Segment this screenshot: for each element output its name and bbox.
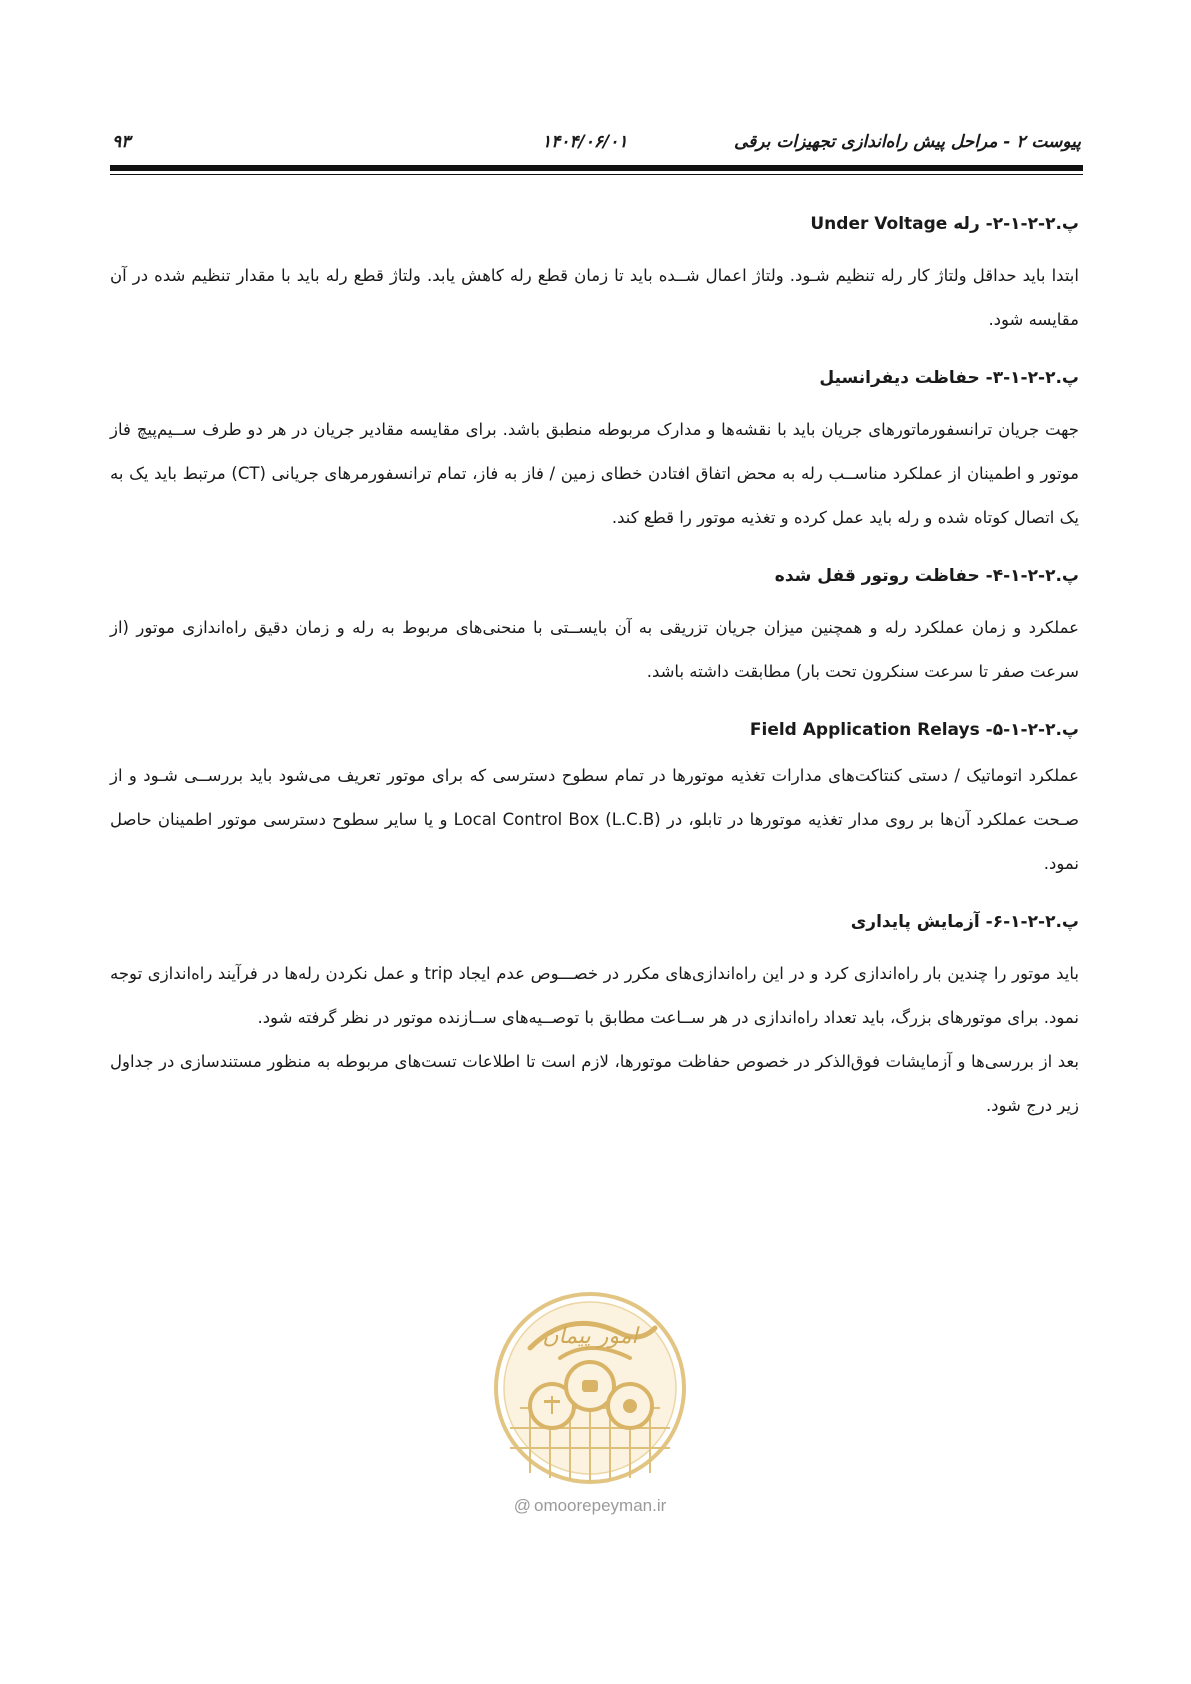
header-rule-thin	[110, 174, 1083, 175]
section-heading-field-application-relays: پ.۲-۲-۱-۵- Field Application Relays	[749, 720, 1079, 740]
header-date: ۱۴۰۴/۰۶/۰۱	[542, 132, 628, 152]
page-header	[112, 128, 1081, 158]
watermark-logo	[490, 1288, 690, 1488]
section-heading-stability-test: پ.۲-۲-۱-۶- آزمایش پایداری	[850, 912, 1079, 932]
paragraph-under-voltage: ابتدا باید حداقل ولتاژ کار رله تنظیم شـود. ولتاژ اعمال شــده باید تا زمان قطع رله کاهش یابد. ولتاژ قطع رله باید با مقدار تنظیم شده در آن مقایسه شود.	[110, 266, 1079, 329]
paragraph-differential: جهت جریان ترانسفورماتورهای جریان باید با نقشه‌ها و مدارک مربوطه منطبق باشد. برای مقایسه مقادیر جریان در هر دو طرف ســیم‌پیچ فاز موتور و اطمینان از عملکرد مناســب رله به محض اتفاق افتادن خطای زمین / فاز به فاز، تمام ترانسفورمرهای جریانی (CT) مرتبط باید یک به یک اتصال کوتاه شده و رله باید عمل کرده و تغذیه موتور را قطع کند.	[110, 420, 1079, 527]
header-title: پیوست ۲ - مراحل پیش راه‌اندازی تجهیزات برقی	[734, 132, 1081, 152]
section-heading-locked-rotor: پ.۲-۲-۱-۴- حفاظت روتور قفل شده	[774, 566, 1079, 586]
watermark-url: omoorepeyman.ir	[533, 1496, 667, 1515]
at-sign-icon: @	[513, 1496, 531, 1515]
paragraph-documentation: بعد از بررسی‌ها و آزمایشات فوق‌الذکر در خصوص حفاظت موتورها، لازم است تا اطلاعات تست‌های مربوطه به منظور مستندسازی در جداول زیر درج شود.	[110, 1052, 1079, 1115]
paragraph-locked-rotor: عملکرد و زمان عملکرد رله و همچنین میزان جریان تزریقی به آن بایســتی با منحنی‌های مربوط به رله و زمان دقیق راه‌اندازی موتور (از سرعت صفر تا سرعت سنکرون تحت بار) مطابقت داشته باشد.	[110, 618, 1079, 681]
paragraph-stability-test: باید موتور را چندین بار راه‌اندازی کرد و در این راه‌اندازی‌های مکرر در خصـــوص عدم ایجاد trip و عمل نکردن رله‌ها در فرآیند راه‌اندازی توجه نمود. برای موتورهای بزرگ، باید تعداد راه‌اندازی در هر ســاعت مطابق با توصــیه‌های ســازنده موتور در نظر گرفته شود.	[110, 964, 1080, 1027]
watermark-caption	[470, 1496, 710, 1516]
page-number: ۹۳	[112, 132, 131, 152]
watermark-logo-text: امور پیمان	[542, 1324, 638, 1349]
document-body	[110, 214, 1079, 1128]
header-rule-thick	[110, 165, 1083, 171]
paragraph-field-application-relays: عملکرد اتوماتیک / دستی کنتاکت‌های مدارات تغذیه موتورها در تمام سطوح دسترسی که برای موتور تعریف می‌شود باید بررســی شـود و از صـحت عملکرد آن‌ها بر روی مدار تغذیه موتورها در تابلو، در Local Control Box (L.C.B) و یا سایر سطوح دسترسی موتور اطمینان حاصل نمود.	[110, 766, 1079, 873]
section-heading-differential: پ.۲-۲-۱-۳- حفاظت دیفرانسیل	[819, 368, 1079, 388]
section-heading-under-voltage: پ.۲-۲-۱-۲- رله Under Voltage	[810, 214, 1079, 234]
